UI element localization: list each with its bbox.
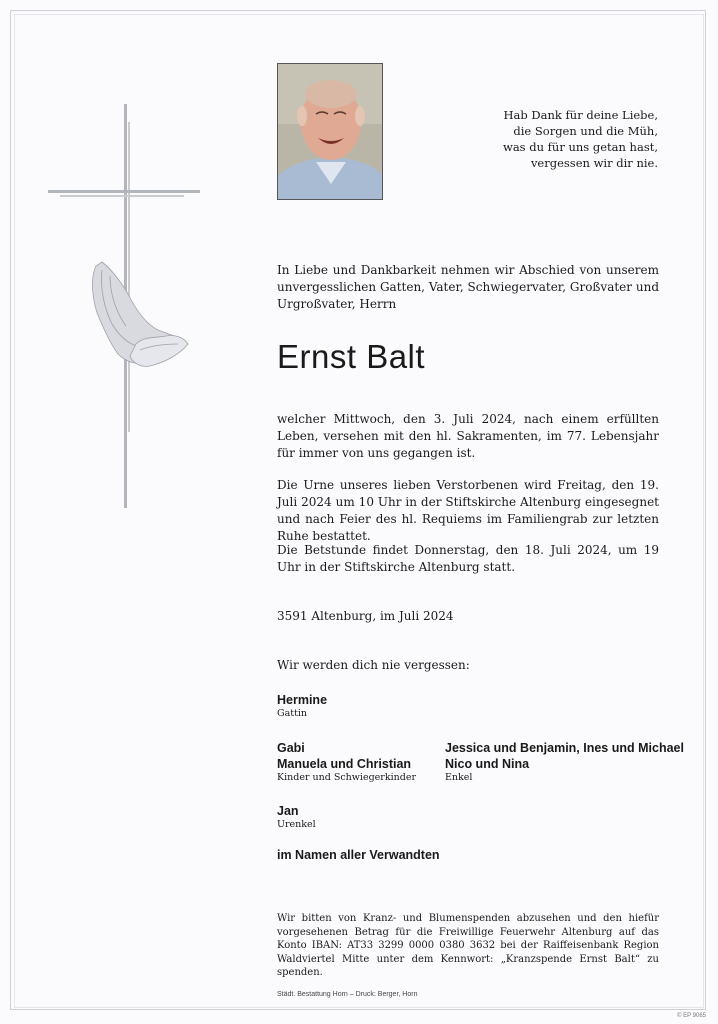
family-grandchildren [445, 740, 684, 784]
prayer-hour-paragraph: Die Betstunde findet Donnerstag, den 18. Juli 2024, um 19 Uhr in der Stiftskirche Altenburg statt. [277, 543, 659, 574]
family-role: Urenkel [277, 819, 316, 830]
place-date: 3591 Altenburg, im Juli 2024 [277, 609, 454, 623]
family-member-name: Nico und Nina [445, 757, 530, 771]
family-role: Gattin [277, 708, 308, 719]
funeral-paragraph: Die Urne unseres lieben Verstorbenen wird Freitag, den 19. Juli 2024 um 10 Uhr in der Stiftskirche Altenburg eingesegnet und nach Feier des hl. Requiems im Familiengrab zur letzten Ruhe bestattet. [277, 478, 659, 543]
family-wife [277, 692, 327, 720]
quote-line: Hab Dank für deine Liebe, [503, 108, 658, 122]
portrait-image [278, 64, 383, 200]
form-code: © EP 9065 [677, 1013, 706, 1019]
deceased-name: Ernst Balt [277, 338, 426, 375]
family-children [277, 740, 416, 784]
relatives-line: im Namen aller Verwandten [277, 848, 440, 862]
cross-with-praying-hands-icon [40, 98, 200, 508]
printer-credit: Städt. Bestattung Horn – Druck: Berger, Horn [277, 991, 418, 998]
quote-line: die Sorgen und die Müh, [513, 124, 658, 138]
death-paragraph: welcher Mittwoch, den 3. Juli 2024, nach einem erfüllten Leben, versehen mit den hl. Sakramenten, im 77. Lebensjahr für immer von uns gegangen ist. [277, 412, 659, 460]
portrait-photo [277, 63, 383, 200]
family-great-grandchildren [277, 803, 316, 831]
praying-hands-icon [93, 262, 188, 366]
family-member-name: Jessica und Benjamin, Ines und Michael [445, 741, 684, 755]
family-role: Kinder und Schwiegerkinder [277, 772, 416, 783]
quote-line: was du für uns getan hast, [502, 140, 658, 154]
family-member-name: Jan [277, 804, 299, 818]
family-role: Enkel [445, 772, 473, 783]
family-member-name: Manuela und Christian [277, 757, 412, 771]
quote-line: vergessen wir dir nie. [530, 156, 658, 170]
memorial-quote [438, 107, 658, 171]
intro-text: In Liebe und Dankbarkeit nehmen wir Abschied von unserem unvergesslichen Gatten, Vater, Schwiegervater, Großvater und Urgroßvater, Herrn [277, 263, 659, 311]
family-member-name: Gabi [277, 741, 305, 755]
never-forget-line: Wir werden dich nie vergessen: [277, 658, 470, 672]
family-member-name: Hermine [277, 693, 328, 707]
donation-note: Wir bitten von Kranz- und Blumenspenden abzusehen und den hiefür vorgesehenen Betrag für die Freiwillige Feuerwehr Altenburg auf das Konto IBAN: AT33 3299 0000 0380 3632 bei der Raiffeisenbank Region Waldviertel Mitte unter dem Kennwort: „Kranzspende Ernst Balt“ zu spenden. [277, 913, 659, 978]
